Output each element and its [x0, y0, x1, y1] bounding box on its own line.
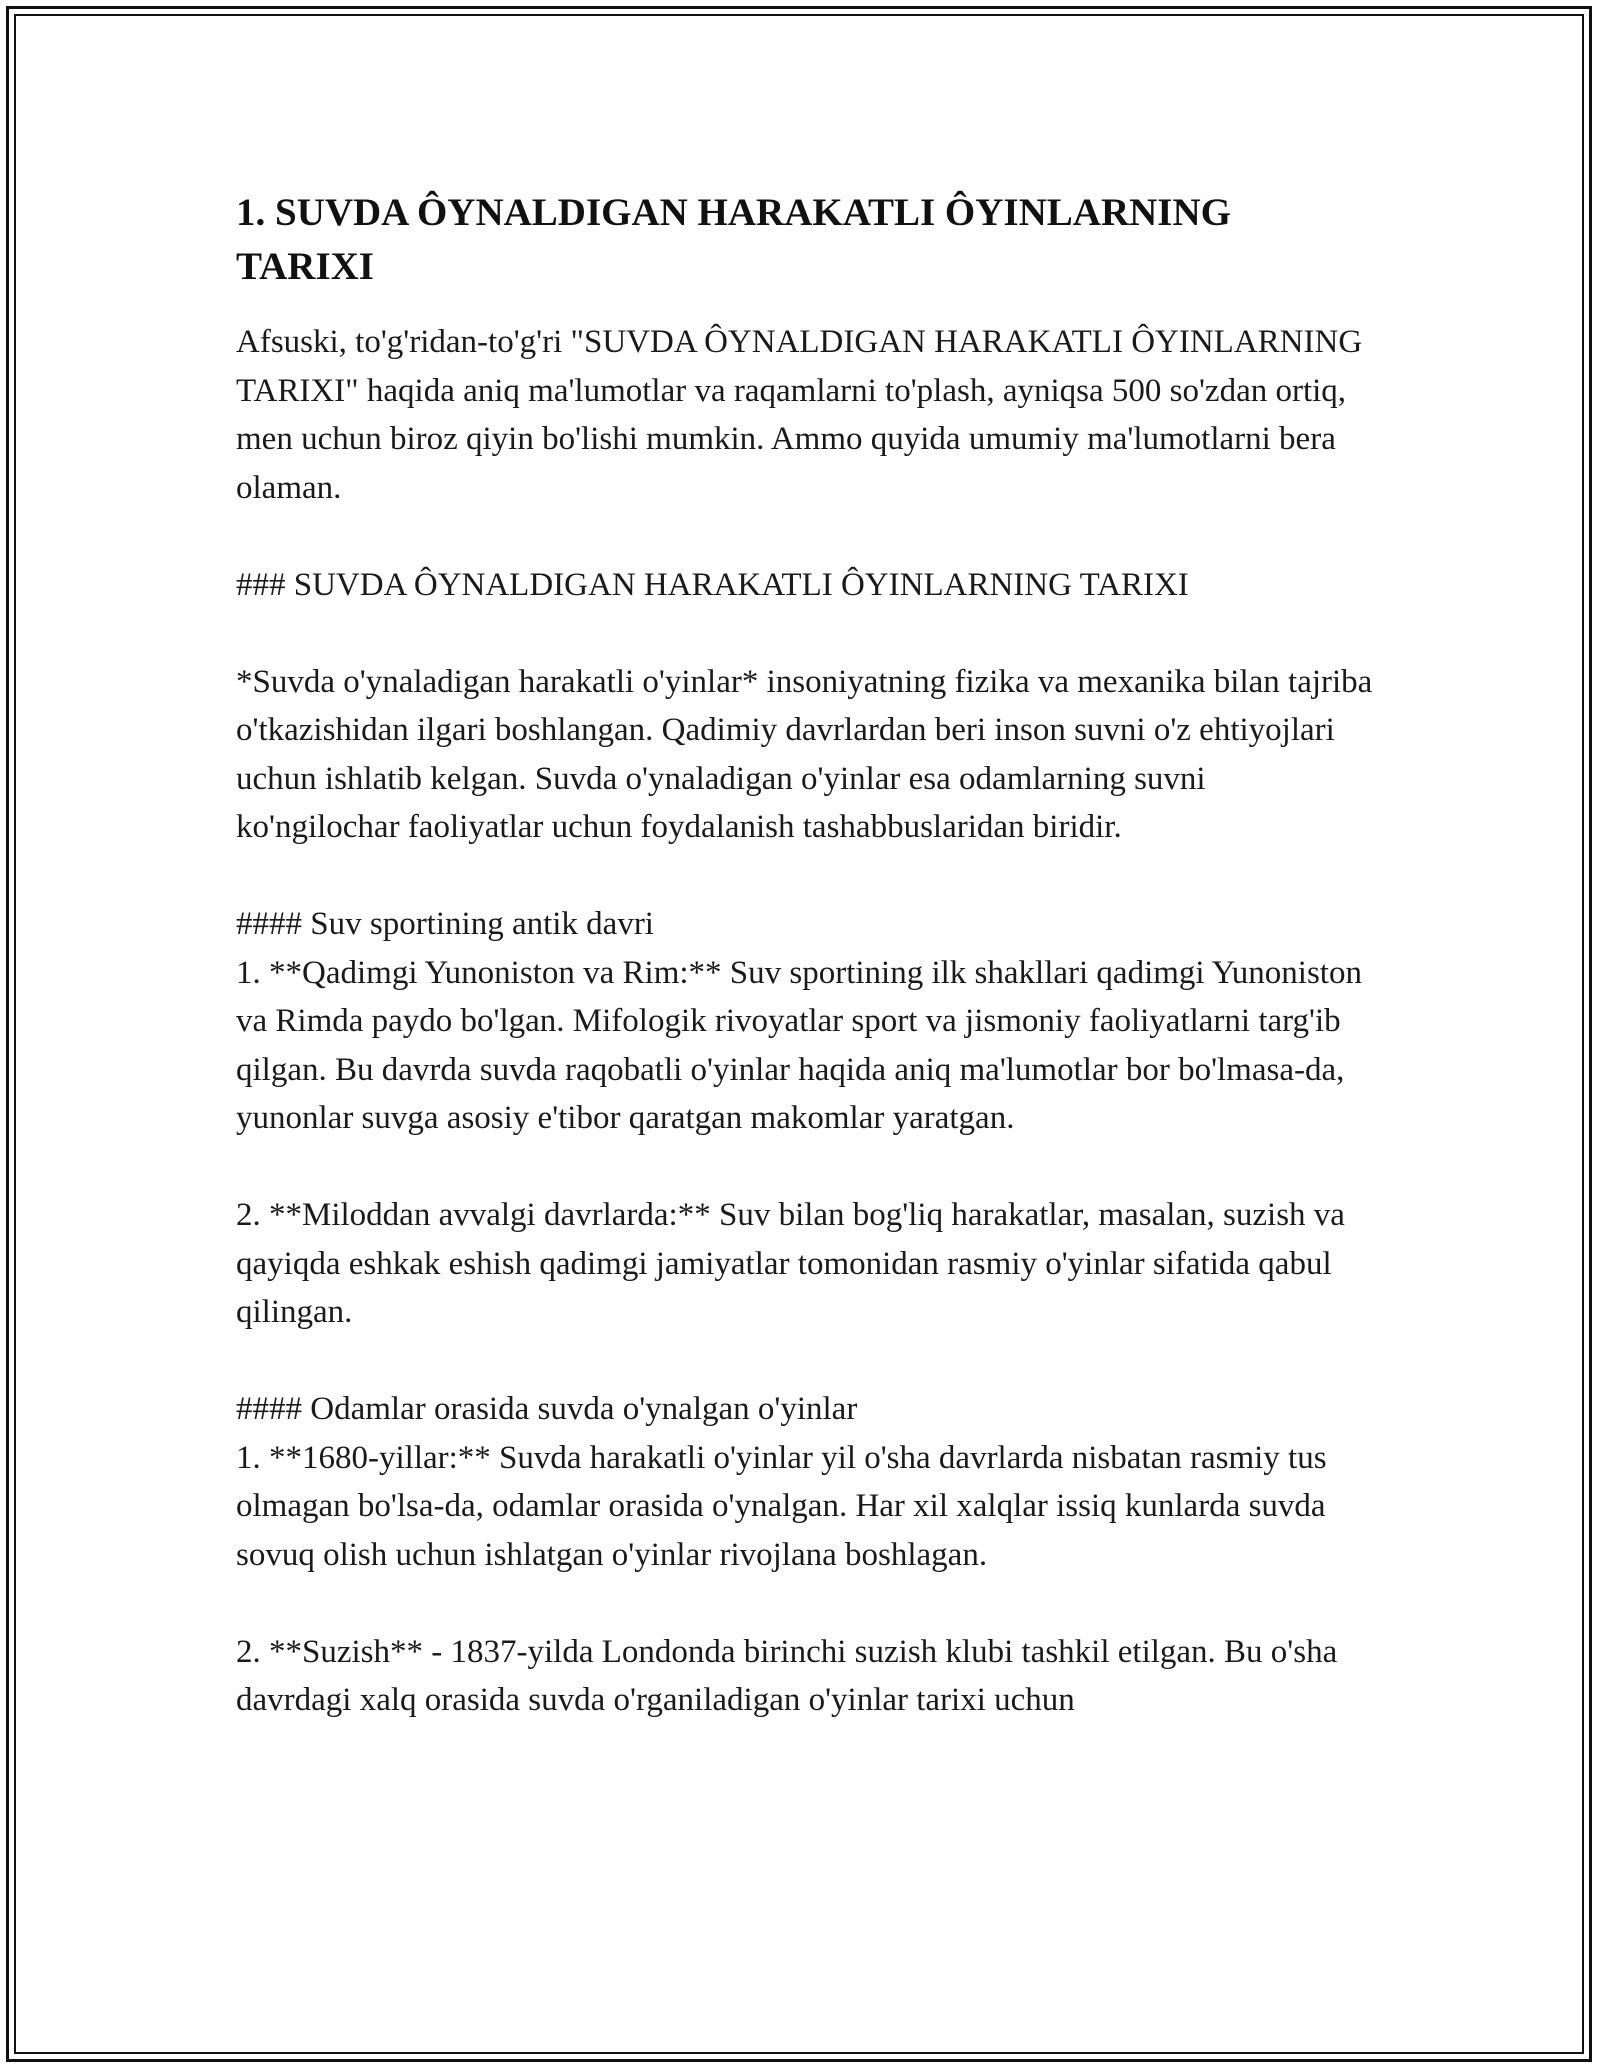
- section-2-heading: #### Odamlar orasida suvda o'ynalgan o'yinlar: [236, 1391, 858, 1427]
- intro-paragraph: Afsuski, to'g'ridan-to'g'ri "SUVDA ÔYNALDIGAN HARAKATLI ÔYINLARNING TARIXI" haqida aniq ma'lumotlar va raqamlarni to'plash, ayniqsa 500 so'zdan ortiq, men uchun biroz qiyin bo'lishi mumkin. Ammo quyida umumiy ma'lumotlarni bera olaman.: [236, 324, 1370, 506]
- spacer: [236, 852, 1376, 901]
- section-1-heading: #### Suv sportining antik davri: [236, 906, 654, 942]
- section-1-item-2: 2. **Miloddan avvalgi davrlarda:** Suv bilan bog'liq harakatlar, masalan, suzish va qayiqda eshkak eshish qadimgi jamiyatlar tomonidan rasmiy o'yinlar sifatida qabul qilingan.: [236, 1197, 1354, 1330]
- section-1-item-1: 1. **Qadimgi Yunoniston va Rim:** Suv sportining ilk shakllari qadimgi Yunoniston va Rimda paydo bo'lgan. Mifologik rivoyatlar sport va jismoniy faoliyatlarni targ'ib qilgan. Bu davrda suvda raqobatli o'yinlar haqida aniq ma'lumotlar bor bo'lmasa-da, yunonlar suvga asosiy e'tibor qaratgan makomlar yaratgan.: [236, 954, 1371, 1136]
- spacer: [236, 609, 1376, 658]
- subheading: ### SUVDA ÔYNALDIGAN HARAKATLI ÔYINLARNING TARIXI: [236, 566, 1189, 603]
- spacer: [236, 1579, 1376, 1628]
- section-2-item-1: 1. **1680-yillar:** Suvda harakatli o'yinlar yil o'sha davrlarda nisbatan rasmiy tus olmagan bo'lsa-da, odamlar orasida o'ynalgan. Har xil xalqlar issiq kunlarda suvda sovuq olish uchun ishlatgan o'yinlar rivojlana boshlagan.: [236, 1439, 1335, 1573]
- document-title: 1. SUVDA ÔYNALDIGAN HARAKATLI ÔYINLARNING TARIXI: [236, 191, 1231, 288]
- spacer: [236, 1143, 1376, 1192]
- spacer: [236, 512, 1376, 561]
- section-2-item-2: 2. **Suzish** - 1837-yilda Londonda birinchi suzish klubi tashkil etilgan. Bu o'sha davrdagi xalq orasida suvda o'rganiladigan o'yinlar tarixi uchun: [236, 1633, 1346, 1718]
- paragraph-1: *Suvda o'ynaladigan harakatli o'yinlar* insoniyatning fizika va mexanika bilan tajriba o'tkazishidan ilgari boshlangan. Qadimiy davrlardan beri inson suvni o'z ehtiyojlari uchun ishlatib kelgan. Suvda o'ynaladigan o'yinlar esa odamlarning suvni ko'ngilochar faoliyatlar uchun foydalanish tashabbuslaridan biridir.: [236, 663, 1381, 845]
- document-body: [236, 186, 1381, 1725]
- spacer: [236, 1337, 1376, 1386]
